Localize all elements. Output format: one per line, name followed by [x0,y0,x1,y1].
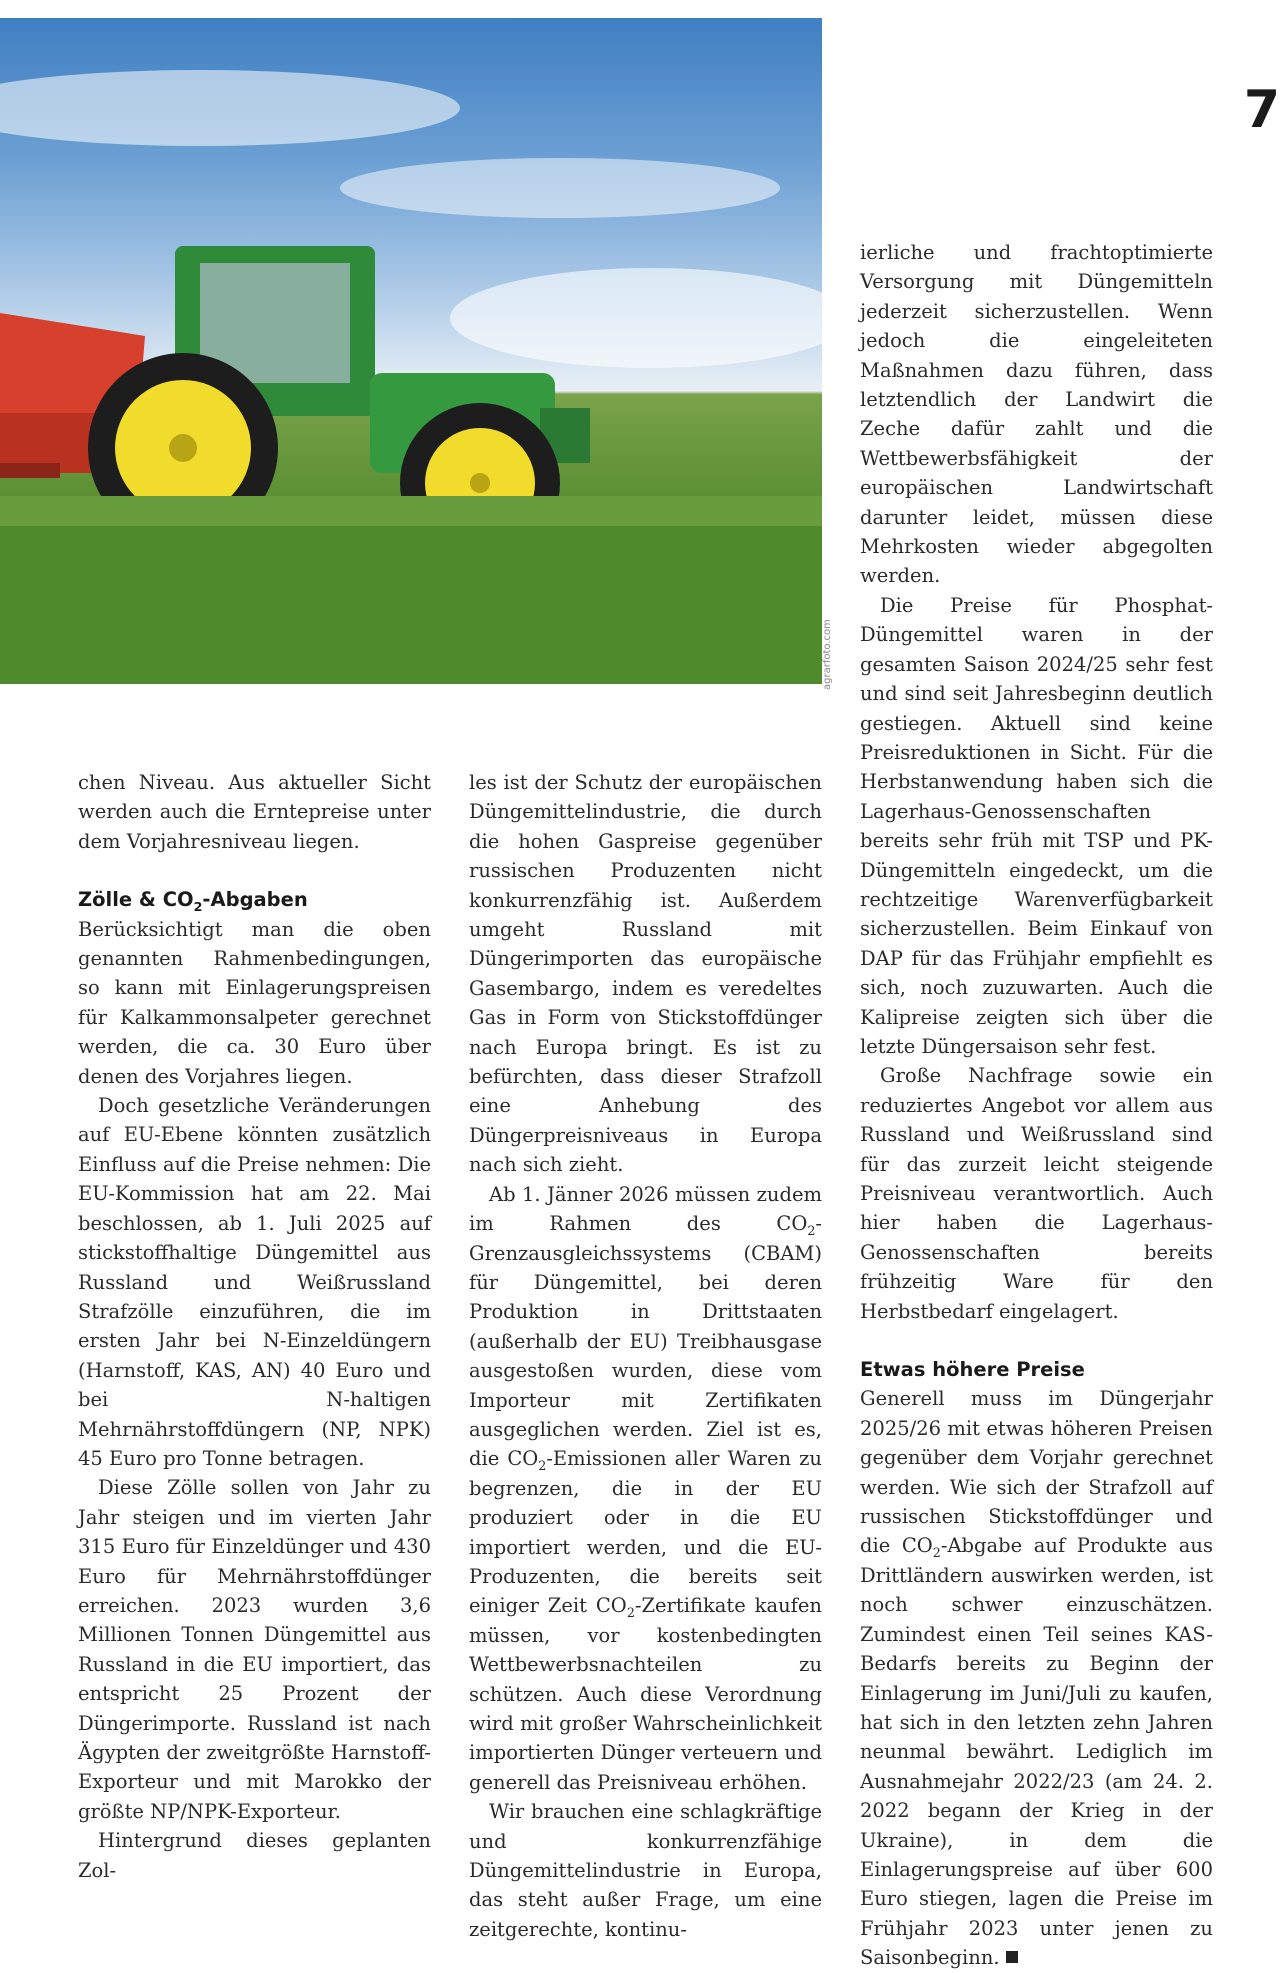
paragraph: Doch gesetzliche Veränderungen auf EU-Ebene könnten zusätzlich Einfluss auf die Preise nehmen: Die EU-Kommission hat am 22. Mai beschlossen, ab 1. Juli 2025 auf stickstoffhaltige Düngemittel aus Russland und Weißrussland Strafzölle einzuführen, die im ersten Jahr bei N-Einzeldüngern (Harnstoff, KAS, AN) 40 Euro und bei N-haltigen Mehrnährstoffdüngern (NP, NPK) 45 Euro pro Tonne betragen. [78,1094,431,1470]
tractor-photo [0,18,822,684]
article-column-1 [78,768,431,1885]
paragraph: Diese Zölle sollen von Jahr zu Jahr steigen und im vierten Jahr 315 Euro für Einzeldünger und 430 Euro für Mehrnährstoffdünger erreichen. 2023 wurden 3,6 Millionen Tonnen Düngemittel aus Russland in die EU importiert, das entspricht 25 Prozent der Düngerimporte. Russland ist nach Ägypten der zweitgrößte Harnstoff-Exporteur und mit Marokko der größte NP/NPK-Exporteur. [78,1476,431,1823]
paragraph: Berücksichtigt man die oben genannten Rahmenbedingungen, so kann mit Einlagerungspreisen für Kalkammonsalpeter gerechnet werden, die ca. 30 Euro über denen des Vorjahres liegen. [78,917,431,1088]
section-heading-prices: Etwas höhere Preise [860,1358,1085,1382]
page-number: 7 [1243,80,1280,140]
paragraph: Hintergrund dieses geplanten Zol- [78,1829,431,1882]
paragraph: Große Nachfrage sowie ein reduziertes Angebot vor allem aus Russland und Weißrussland sind für das zurzeit leicht steigende Preisniveau verantwortlich. Auch hier haben die Lagerhaus-Genossenschaften bereits frühzeitig Ware für den Herbstbedarf eingelagert. [860,1064,1213,1323]
tractor-illustration [0,18,822,684]
paragraph: chen Niveau. Aus aktueller Sicht werden auch die Erntepreise unter dem Vorjahresniveau liegen. [78,771,431,853]
paragraph: les ist der Schutz der europäischen Düngemittelindustrie, die durch die hohen Gaspreise gegenüber russischen Produzenten nicht konkurrenzfähig ist. Außerdem umgeht Russland mit Düngerimporten das europäische Gasembargo, indem es veredeltes Gas in Form von Stickstoffdünger nach Europa bringt. Es ist zu befürchten, dass dieser Strafzoll eine Anhebung des Düngerpreisniveaus in Europa nach sich zieht. [469,771,822,1177]
section-heading-tariffs: Zölle & $CO_2$-Abgaben [78,888,308,915]
photo-credit: agrarfoto.com [822,619,833,690]
article-column-2 [469,768,822,1944]
paragraph: Wir brauchen eine schlagkräftige und konkurrenzfähige Düngemittelindustrie in Europa, das steht außer Frage, um eine zeitgerechte, kontinu- [469,1800,822,1941]
paragraph: ierliche und frachtoptimierte Versorgung mit Düngemitteln jederzeit sicherzustellen. Wenn jedoch die eingeleiteten Maßnahmen dazu führen, dass letztendlich der Landwirt die Zeche dafür zahlt und die Wettbewerbsfähigkeit der europäischen Landwirtschaft darunter leidet, müssen diese Mehrkosten wieder abgegolten werden. [860,241,1213,588]
paragraph-cbam: Ab 1. Jänner 2026 müssen zudem im Rahmen des $CO_2$-Grenzausgleichssystems (CBAM) für Düngemittel, bei deren Produktion in Drittstaaten (außerhalb der EU) Treibhausgase ausgestoßen wurden, diese vom Importeur mit Zertifikaten ausgeglichen werden. Ziel ist es, die $CO_2$-Emissionen aller Waren zu begrenzen, die in der EU produziert oder in die EU importiert werden, und die EU-Produzenten, die bereits seit einiger Zeit $CO_2$-Zertifikate kaufen müssen, vor kostenbedingten Wettbewerbsnachteilen zu schützen. Auch diese Verordnung wird mit großer Wahrscheinlichkeit importierten Dünger verteuern und generell das Preisniveau erhöhen. [469,1182,822,1794]
paragraph-final: Generell muss im Düngerjahr 2025/26 mit etwas höheren Preisen gegenüber dem Vorjahr gerechnet werden. Wie sich der Strafzoll auf russischen Stickstoffdünger und die $CO_2$-Abgabe auf Produkte aus Drittländern auswirken werden, ist noch schwer einzuschätzen. Zumindest einen Teil seines KAS-Bedarfs bereits zu Beginn der Einlagerung im Juni/Juli zu kaufen, hat sich in den letzten zehn Jahren neunmal bewährt. Lediglich im Ausnahmejahr 2022/23 (am 24. 2. 2022 begann der Krieg in der Ukraine), in dem die Einlagerungspreise auf über 600 Euro stiegen, lagen die Preise im Frühjahr 2023 unter jenen zu Saisonbeginn. [860,1387,1214,1970]
paragraph: Die Preise für Phosphat-Düngemittel waren in der gesamten Saison 2024/25 sehr fest und sind seit Jahresbeginn deutlich gestiegen. Aktuell sind keine Preisreduktionen in Sicht. Für die Herbstanwendung haben sich die Lagerhaus-Genossenschaften bereits sehr früh mit TSP und PK-Düngemitteln eingedeckt, um die rechtzeitige Warenverfügbarkeit sicherzustellen. Beim Einkauf von DAP für das Frühjahr empfiehlt es sich, noch zuzuwarten. Auch die Kalipreise zeigten sich über die letzte Düngersaison sehr fest. [860,593,1213,1058]
article-column-3 [860,238,1213,1973]
end-of-article-icon [1006,1951,1018,1963]
